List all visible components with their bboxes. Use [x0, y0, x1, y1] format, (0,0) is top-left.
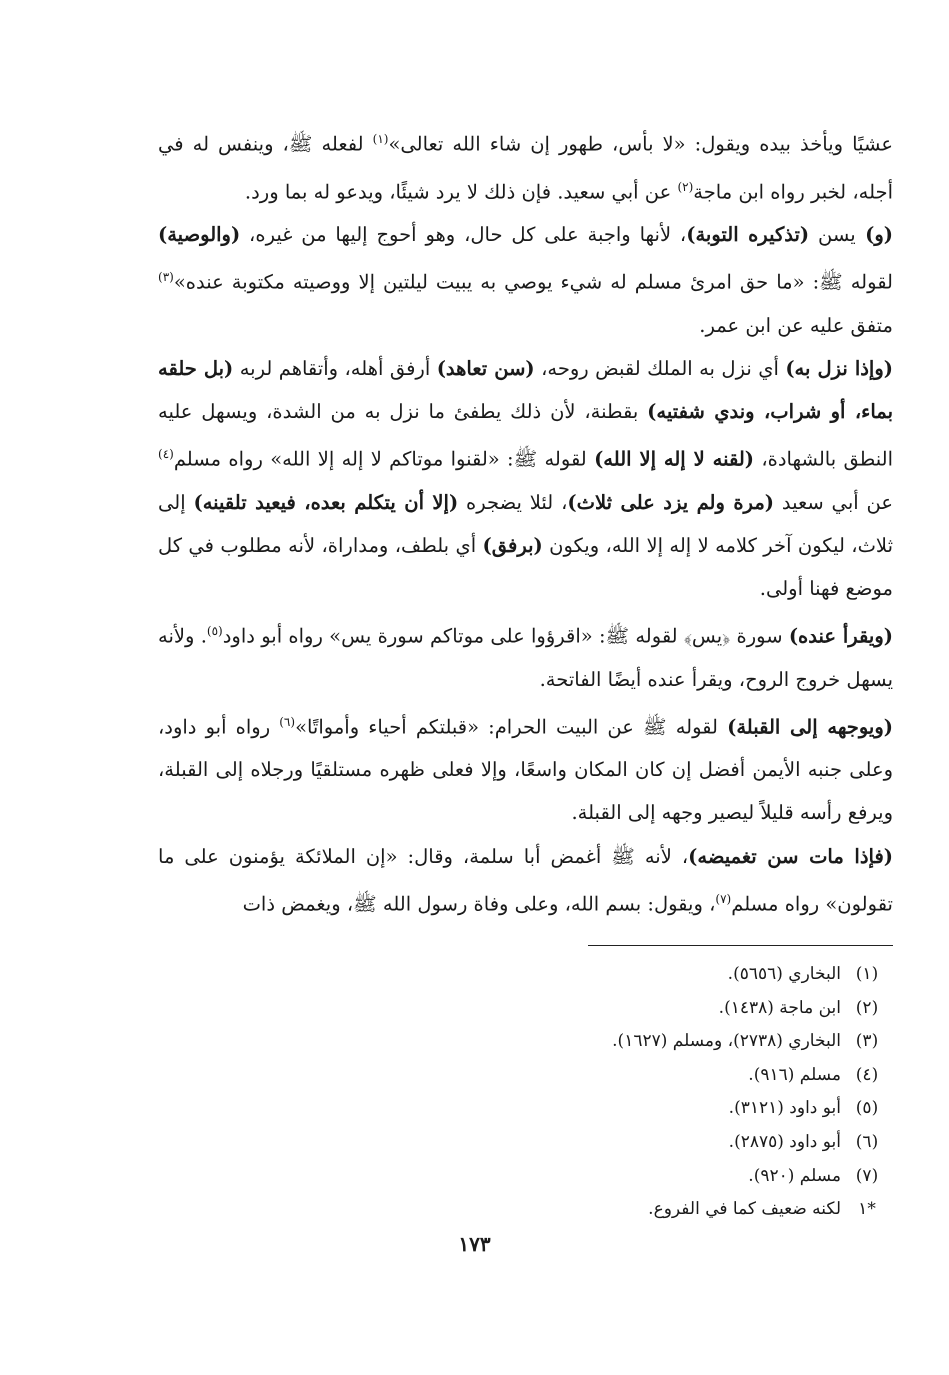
- text-run: رواه أبو داود، وعلى جنبه الأيمن أفضل إن كان المكان واسعًا، وإلا فعلى ظهره مستلقيًا ورجلاه إلى القبلة، ويرفع رأسه قليلاً ليصير وجهه إلى القبلة.: [158, 715, 893, 825]
- footnote-item: [300, 1126, 893, 1160]
- footnote-ref: (٣): [158, 270, 174, 285]
- footnote-ref: (١): [372, 132, 389, 146]
- text-run: لفعله ﷺ، وينفس له في أجله، لخبر رواه ابن ماجة: [158, 132, 893, 204]
- text-run: أي بلطف، ومداراة، لأنه مطلوب في كل موضع فهنا أولى.: [158, 533, 893, 600]
- bold-term: (تذكيره التوبة): [686, 223, 810, 247]
- text-run: . ولأنه يسهل خروج الروح، ويقرأ عنده أيضًا الفاتحة.: [158, 624, 893, 691]
- footnote-ref: (٧): [715, 891, 732, 906]
- footnotes: [300, 958, 893, 1227]
- bold-term: (سن تعاهد): [436, 356, 535, 380]
- footnote-number: (١): [855, 964, 879, 984]
- footnote-text: مسلم (٩١٦).: [748, 1064, 841, 1085]
- paragraph: [158, 610, 893, 701]
- footnote-separator: [588, 945, 893, 946]
- text-run: عن أبي سعيد. فإن ذلك لا يرد شيئًا، ويدعو له بما ورد.: [244, 180, 678, 204]
- text-run: يسن: [809, 223, 856, 247]
- text-run: عن ابن عمر.: [699, 313, 810, 337]
- bold-term: (بل حلقه بماء، أو شراب، وندي شفتيه): [158, 356, 893, 424]
- text-run: لقوله ﷺ عن البيت الحرام: «قبلتكم أحياء وأمواتًا»: [295, 715, 728, 739]
- paragraph: [158, 347, 893, 610]
- bold-term: (وإذا نزل به): [785, 356, 893, 380]
- footnote-item: [300, 958, 893, 992]
- text-run: عشيًا ويأخذ بيده ويقول: «لا بأس، طهور إن شاء الله تعالى»: [388, 132, 893, 156]
- bold-term: (لقنه لا إله إلا الله): [594, 447, 755, 471]
- footnote-item: [300, 1092, 893, 1126]
- footnote-number: (٣): [855, 1031, 879, 1052]
- footnote-text: أبو داود (٢٨٧٥).: [728, 1131, 841, 1152]
- bold-term: (مرة ولم يزد على ثلاث): [567, 490, 774, 514]
- footnote-number: (٤): [855, 1064, 879, 1085]
- text-run: أرفق أهله، وأتقاهم لربه: [233, 356, 437, 380]
- footnote-item: [300, 1025, 893, 1059]
- main-text: [158, 118, 893, 925]
- footnote-ref: (٥): [206, 624, 223, 639]
- text-run: ، ويقول: بسم الله، وعلى وفاة رسول الله ﷺ، ويغمض ذات: [242, 892, 716, 916]
- paragraph: [158, 835, 893, 926]
- footnote-number: (٥): [855, 1098, 879, 1119]
- text-run: متفق عليه: [809, 313, 893, 337]
- footnote-item: [300, 1193, 893, 1227]
- paragraph: [158, 701, 893, 835]
- footnote-number: (٢): [855, 997, 879, 1018]
- text-run: ، لأنه ﷺ أغمض أبا سلمة، وقال: «إن الملائكة يؤمنون على ما تقولون» رواه مسلم: [158, 844, 893, 916]
- footnote-text: ابن ماجة (١٤٣٨).: [718, 997, 841, 1018]
- footnote-number: (٧): [855, 1165, 879, 1186]
- text-run: إلى ثلاث، ليكون آخر كلامه لا إله إلا الله، ويكون: [158, 490, 893, 557]
- text-run: ، لأنها واجبة على كل حال، وهو أحوج إليها من غيره،: [240, 223, 687, 247]
- footnote-number: *١: [858, 1199, 876, 1220]
- bold-term: (برفق): [482, 533, 543, 557]
- footnote-item: [300, 1059, 893, 1093]
- text-run: ، لئلا يضجره: [458, 490, 568, 514]
- footnote-ref: (٤): [158, 447, 174, 462]
- paragraph: [158, 118, 893, 213]
- text-run: لقوله ﷺ: «ما حق امرئ مسلم له شيء يوصي به يبيت ليلتين إلا ووصيته مكتوبة عنده»: [173, 270, 893, 294]
- footnote-text: لكنه ضعيف كما في الفروع.: [648, 1199, 841, 1220]
- footnote-item: [300, 992, 893, 1026]
- bold-term: (ويوجهه إلى القبلة): [727, 715, 894, 739]
- footnote-text: البخاري (٥٦٥٦).: [727, 964, 841, 984]
- footnote-text: أبو داود (٣١٢١).: [728, 1098, 841, 1119]
- footnote-text: البخاري (٢٧٣٨)، ومسلم (١٦٢٧).: [612, 1031, 841, 1052]
- bold-term: (و): [855, 223, 893, 247]
- footnote-ref: (٦): [279, 714, 296, 729]
- text-run: أي نزل به الملك لقبض روحه،: [534, 356, 786, 380]
- paragraph: [158, 213, 893, 347]
- footnote-ref: (٢): [677, 179, 694, 194]
- bold-term: (ويقرأ عنده): [788, 624, 893, 648]
- page-number: ١٧٣: [458, 1232, 491, 1256]
- bold-term: (فإذا مات سن تغميضه): [688, 844, 893, 868]
- text-run: سورة ﴿يس﴾ لقوله ﷺ: «اقرؤوا على موتاكم سورة يس» رواه أبو داود: [222, 624, 789, 648]
- text-run: بقطنة، لأن ذلك يطفئ ما نزل به من الشدة، ويسهل عليه النطق بالشهادة،: [158, 400, 893, 471]
- footnote-number: (٦): [855, 1131, 879, 1152]
- text-run: لقوله ﷺ: «لقنوا موتاكم لا إله إلا الله» رواه مسلم: [173, 447, 595, 471]
- bold-term: (والوصية): [158, 223, 241, 247]
- footnote-text: مسلم (٩٢٠).: [748, 1165, 841, 1186]
- bold-term: (إلا أن يتكلم بعده، فيعيد تلقينه): [193, 490, 459, 514]
- text-run: عن أبي سعيد: [774, 490, 893, 514]
- footnote-item: [300, 1160, 893, 1194]
